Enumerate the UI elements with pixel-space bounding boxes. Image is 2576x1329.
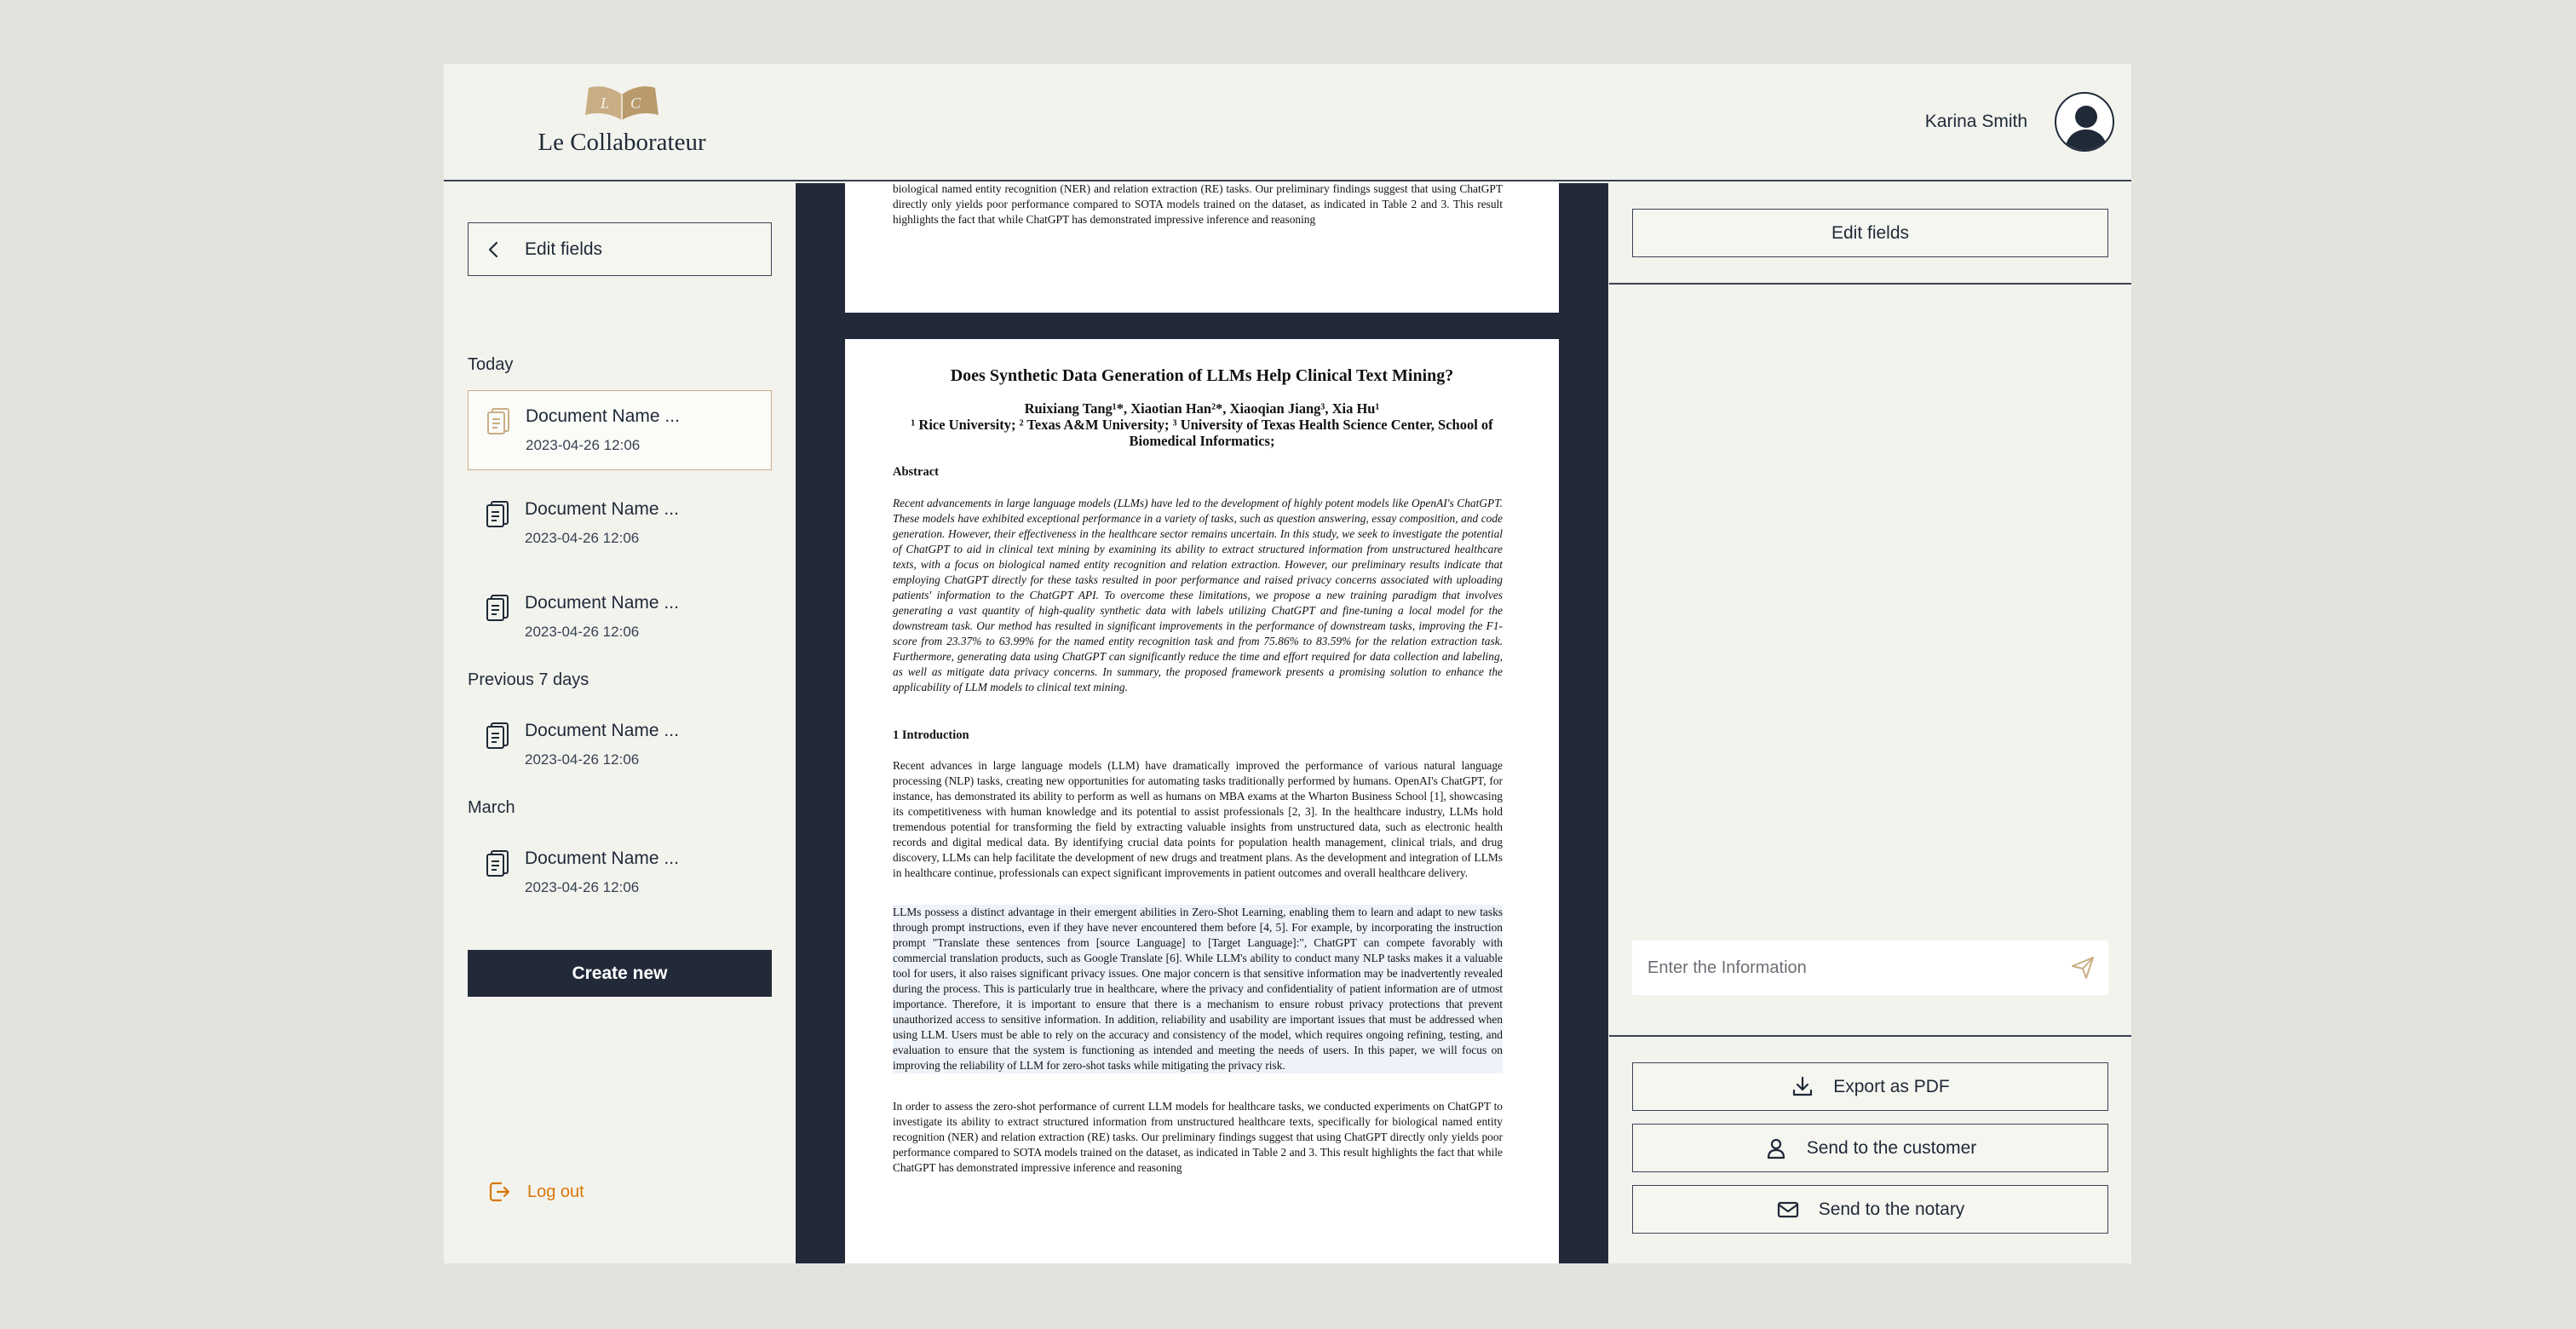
- document-date: 2023-04-26 12:06: [525, 879, 640, 895]
- edit-fields-back-label: Edit fields: [525, 239, 603, 259]
- edit-fields-button[interactable]: Edit fields: [1632, 209, 2108, 257]
- intro-paragraph-3: In order to assess the zero-shot performance of current LLM models for healthcare tasks, we conducted experiments on ChatGPT to investigate its ability to extract structured information from unstructured healthcare texts, specifically for biological named entity recognition (NER) and relation extraction (RE) tasks. Our preliminary findings suggest that using ChatGPT directly only yields poor performance compared to SOTA models trained on the dataset, as indicated in Table 2 and 3. This result highlights the fact that while ChatGPT has demonstrated impressive inference and reasoning: [893, 1100, 1503, 1174]
- previous-page: [845, 183, 1559, 313]
- intro-heading: 1 Introduction: [893, 728, 969, 742]
- information-input-box: [1632, 941, 2108, 995]
- information-input[interactable]: [1632, 941, 2057, 995]
- book-logo-icon: [584, 83, 660, 125]
- app-window: [444, 64, 2131, 1263]
- user-icon: [1764, 1136, 1788, 1160]
- user-avatar[interactable]: [2055, 92, 2114, 152]
- document-icon: [485, 593, 510, 622]
- user-name: Karina Smith: [1924, 112, 2027, 131]
- document-title: Document Name ...: [525, 849, 679, 868]
- panel-divider: [1609, 1035, 2131, 1037]
- svg-text:L: L: [601, 95, 610, 112]
- edit-fields-back-button[interactable]: [468, 222, 772, 276]
- intro-paragraph-2-highlighted[interactable]: LLMs possess a distinct advantage in their emergent abilities in Zero-Shot Learning, enabling them to learn and adapt to new tasks through prompt instructions, even if they have never encountered them before [4, 5]. For example, by incorporating the instruction prompt "Translate these sentences from [source Language] to [Target Language]:", ChatGPT can compete favorably with commercial translation products, such as Google Translate [6]. While LLM's ability to conduct many NLP tasks makes it a valuable tool for users, it also raises significant privacy issues. One major concern is that sensitive information may be inadvertently revealed during the process. This is particularly true in healthcare, where the privacy and confidentiality of patient information are of utmost importance. Therefore, it is important to ensure that there is a mechanism to ensure robust privacy protections that prevent unauthorized access to sensitive information. In addition, reliability and usability are important issues that must be addressed when using LLM. Users must be able to rely on the accuracy and consistency of the model, which requires ongoing refining, testing, and evaluation to ensure that the system is functioning as intended and meeting the needs of users. In this paper, we will focus on improving the reliability of LLM for zero-shot tasks while mitigating the privacy risk.: [893, 906, 1503, 1072]
- document-title: Document Name ...: [526, 406, 680, 426]
- document-date: 2023-04-26 12:06: [525, 624, 640, 640]
- document-item[interactable]: [468, 390, 772, 470]
- document-icon: [485, 849, 510, 877]
- document-icon: [485, 721, 510, 750]
- download-icon: [1791, 1075, 1814, 1099]
- export-pdf-label: Export as PDF: [1833, 1076, 1950, 1096]
- chevron-left-icon: [487, 240, 499, 259]
- paper-authors: [845, 400, 1559, 449]
- panel-divider: [1609, 283, 2131, 285]
- send-to-customer-label: Send to the customer: [1806, 1137, 1977, 1158]
- current-page: [845, 339, 1559, 1263]
- document-icon: [485, 499, 510, 528]
- previous-page-text: biological named entity recognition (NER) and relation extraction (RE) tasks. Our preliminary findings suggest that using ChatGPT directly only yields poor performance compared to SOTA models trained on the dataset, as indicated in Table 2 and 3. This result highlights the fact that while ChatGPT has demonstrated impressive inference and reasoning: [893, 183, 1503, 226]
- document-date: 2023-04-26 12:06: [525, 530, 640, 546]
- paper-title: Does Synthetic Data Generation of LLMs Help Clinical Text Mining?: [950, 366, 1454, 385]
- document-viewer[interactable]: [796, 183, 1608, 1263]
- document-item[interactable]: [468, 833, 772, 913]
- history-sidebar: [444, 183, 796, 1263]
- intro-paragraph-1: Recent advances in large language models (LLM) have dramatically improved the performance of various natural language processing (NLP) tasks, creating new opportunities for automating tasks traditionally performed by humans. OpenAI's ChatGPT, for instance, has demonstrated its ability to perform as well as humans on MBA exams at the Wharton Business School [1], showcasing its competitiveness with human knowledge and its potential to assist professionals [2, 3]. In the healthcare industry, LLMs hold tremendous potential for transforming the field by extracting valuable insights from unstructured data, such as electronic health records and digital medical data. By identifying crucial data points for population health management, clinical trials, and drug discovery, LLMs can help facilitate the development of new drugs and treatment plans. As the development and integration of LLMs in healthcare continue, professionals can expect significant improvements in patient outcomes and overall healthcare delivery.: [893, 759, 1503, 879]
- document-date: 2023-04-26 12:06: [526, 437, 641, 453]
- paper-affiliations: ¹ Rice University; ² Texas A&M University; ³ University of Texas Health Science Center, School of Biomedical Informatics;: [911, 417, 1493, 449]
- group-label-previous-7-days: Previous 7 days: [468, 670, 589, 689]
- fields-panel: [1609, 183, 2131, 1263]
- abstract-heading: Abstract: [893, 465, 939, 479]
- create-new-button[interactable]: Create new: [468, 950, 772, 997]
- logo-text: Le Collaborateur: [538, 129, 706, 156]
- document-item[interactable]: [468, 705, 772, 785]
- logout-label: Log out: [527, 1182, 584, 1201]
- send-to-notary-button[interactable]: [1632, 1185, 2108, 1234]
- document-title: Document Name ...: [525, 499, 679, 519]
- user-avatar-icon: [2056, 94, 2114, 152]
- logout-icon: [486, 1179, 512, 1205]
- send-to-notary-label: Send to the notary: [1818, 1199, 1965, 1219]
- document-date: 2023-04-26 12:06: [525, 751, 640, 768]
- header: [444, 64, 2131, 181]
- send-button[interactable]: [2057, 941, 2108, 995]
- document-title: Document Name ...: [525, 593, 679, 613]
- svg-text:C: C: [630, 95, 641, 112]
- mail-icon: [1776, 1198, 1800, 1222]
- abstract-text: Recent advancements in large language models (LLMs) have led to the development of highly potent models like OpenAI's ChatGPT. These models have exhibited exceptional performance in a variety of tasks, such as question answering, essay composition, and code generation. However, their effectiveness in the healthcare sector remains uncertain. In this study, we seek to investigate the potential of ChatGPT to aid in clinical text mining by examining its ability to extract structured information from unstructured healthcare texts, with a focus on biological named entity recognition and relation extraction. However, our preliminary results indicate that employing ChatGPT directly for these tasks resulted in poor performance and raised privacy concerns associated with uploading patients' information to the ChatGPT API. To overcome these limitations, we propose a new training paradigm that involves generating a vast quantity of high-quality synthetic data with labels utilizing ChatGPT and fine-tuning a local model for the downstream task. Our method has resulted in significant improvements in the performance of downstream tasks, improving the F1-score from 23.37% to 63.99% for the named entity recognition task and from 75.86% to 83.59% for the relation extraction task. Furthermore, generating data using ChatGPT can significantly reduce the time and effort required for data collection and labeling, as well as mitigate data privacy concerns. In summary, the proposed framework presents a promising solution to enhance the applicability of LLM models to clinical text mining.: [893, 497, 1503, 693]
- document-title: Document Name ...: [525, 721, 679, 740]
- logout-button[interactable]: [486, 1179, 584, 1205]
- paper-author-names: Ruixiang Tang¹*, Xiaotian Han²*, Xiaoqian Jiang³, Xia Hu¹: [1024, 400, 1380, 417]
- document-item[interactable]: [468, 484, 772, 564]
- send-icon: [2070, 955, 2096, 981]
- group-label-march: March: [468, 798, 515, 817]
- group-label-today: Today: [468, 355, 514, 374]
- logo[interactable]: [532, 83, 711, 168]
- export-pdf-button[interactable]: [1632, 1062, 2108, 1111]
- send-to-customer-button[interactable]: [1632, 1124, 2108, 1172]
- document-item[interactable]: [468, 578, 772, 658]
- document-icon: [486, 406, 511, 435]
